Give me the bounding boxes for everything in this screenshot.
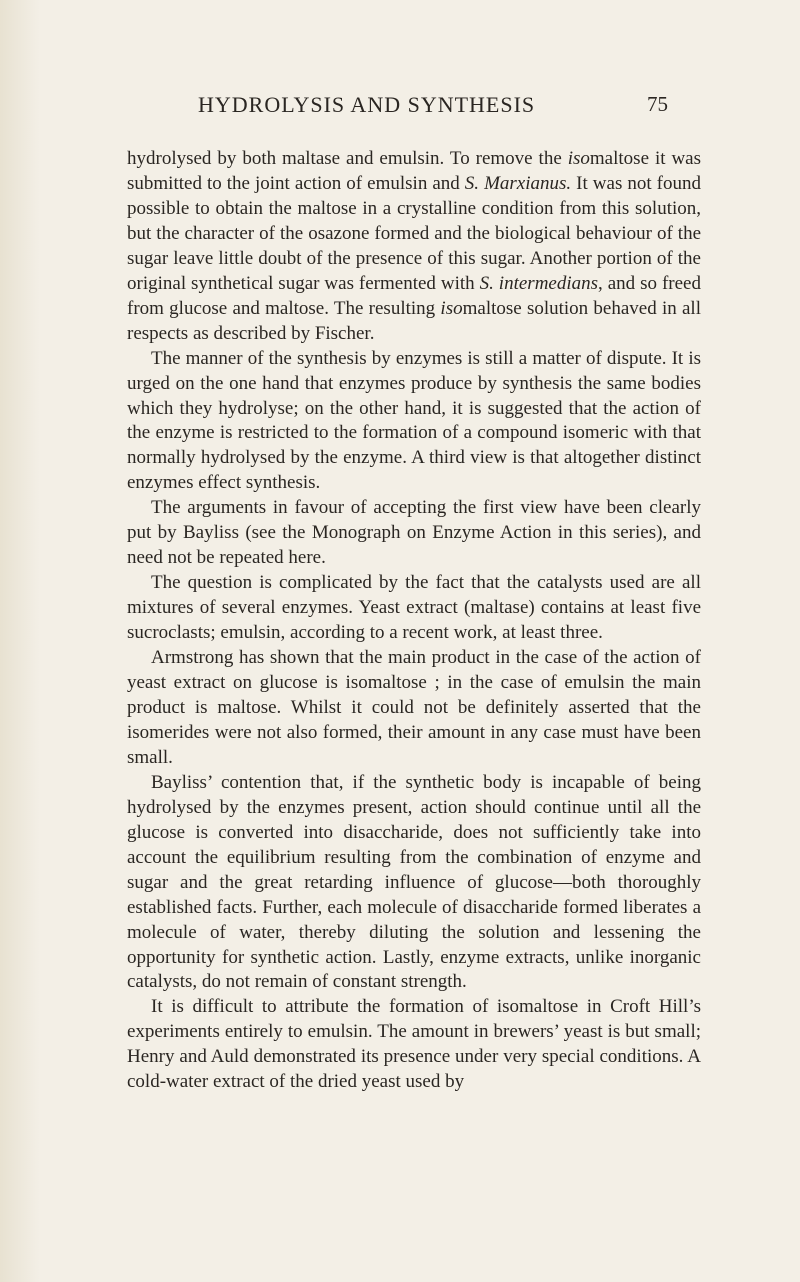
- paragraph-1: [127, 147, 701, 347]
- text-segment: The manner of the synthesis by enzymes is still a matter of dispute. It is urged on the one hand that enzymes produce by synthesis the same bodies which they hydrolyse; on the other hand, it is suggested that the action of the enzyme is restricted to the formation of a compound isomeric with that normally hydrolysed by the enzyme. A third view is that altogether distinct enzymes effect synthesis.: [127, 347, 701, 494]
- body-text: [127, 147, 701, 1095]
- text-segment: , and so freed from glucose and maltose. The resulting: [127, 272, 701, 319]
- text-segment: hydrolysed by both maltase and emulsin. To remove the: [127, 148, 568, 169]
- page-number: 75: [647, 92, 668, 116]
- paragraph-2: [127, 347, 701, 497]
- text-segment-italic: S. intermedians: [479, 272, 599, 294]
- text-segment-italic: S. Marxianus.: [464, 172, 572, 194]
- text-segment: Armstrong has shown that the main product in the case of the action of yeast extract on glucose is isomaltose ; in the case of emulsin the main product is maltose. Whilst it could not be definitely asserted that the isomerides were not also formed, their amount in any case must have been small.: [127, 647, 701, 768]
- paragraph-4: [127, 571, 701, 646]
- paragraph-3: [127, 496, 701, 571]
- text-segment: Bayliss’ contention that, if the synthetic body is incapable of being hydrolysed by the enzymes present, action should continue until all the glucose is converted into disaccharide, does not sufficiently take into account the equilibrium resulting from the combination of enzyme and sugar and the great retarding influence of glucose—both thoroughly established facts. Further, each molecule of disaccharide formed liberates a molecule of water, thereby diluting the solution and lessening the opportunity for synthetic action. Lastly, enzyme extracts, unlike inorganic catalysts, do not remain of constant strength.: [127, 771, 701, 993]
- text-segment-italic: iso: [440, 297, 463, 319]
- running-header: [198, 92, 668, 126]
- text-segment: maltose solution behaved in all respects as described by Fischer.: [127, 297, 701, 344]
- text-segment: It was not found possible to obtain the maltose in a crystalline condition from this solution, but the character of the osazone formed and the biological behaviour of the sugar leave little doubt of the presence of this sugar. Another portion of the original synthetical sugar was fermented with: [127, 172, 702, 294]
- text-segment: The arguments in favour of accepting the first view have been clearly put by Bayliss (see the Monograph on Enzyme Action in this series), and need not be repeated here.: [127, 497, 701, 569]
- text-segment-italic: iso: [567, 148, 590, 169]
- text-segment: The question is complicated by the fact that the catalysts used are all mixtures of several enzymes. Yeast extract (maltase) contains at least five sucroclasts; emulsin, according to a recent work, at least three.: [127, 572, 701, 644]
- paragraph-6: [127, 771, 701, 996]
- text-segment: maltose it was submitted to the joint action of emulsin and: [127, 148, 701, 194]
- text-segment: It is difficult to attribute the formation of isomaltose in Croft Hill’s experiments entirely to emulsin. The amount in brewers’ yeast is but small; Henry and Auld demonstrated its presence under very special conditions. A cold-water extract of the dried yeast used by: [127, 996, 701, 1093]
- page-edge-shading: [0, 0, 40, 1282]
- paragraph-7: [127, 995, 701, 1095]
- paragraph-5: [127, 646, 701, 771]
- running-title: HYDROLYSIS AND SYNTHESIS: [198, 92, 536, 117]
